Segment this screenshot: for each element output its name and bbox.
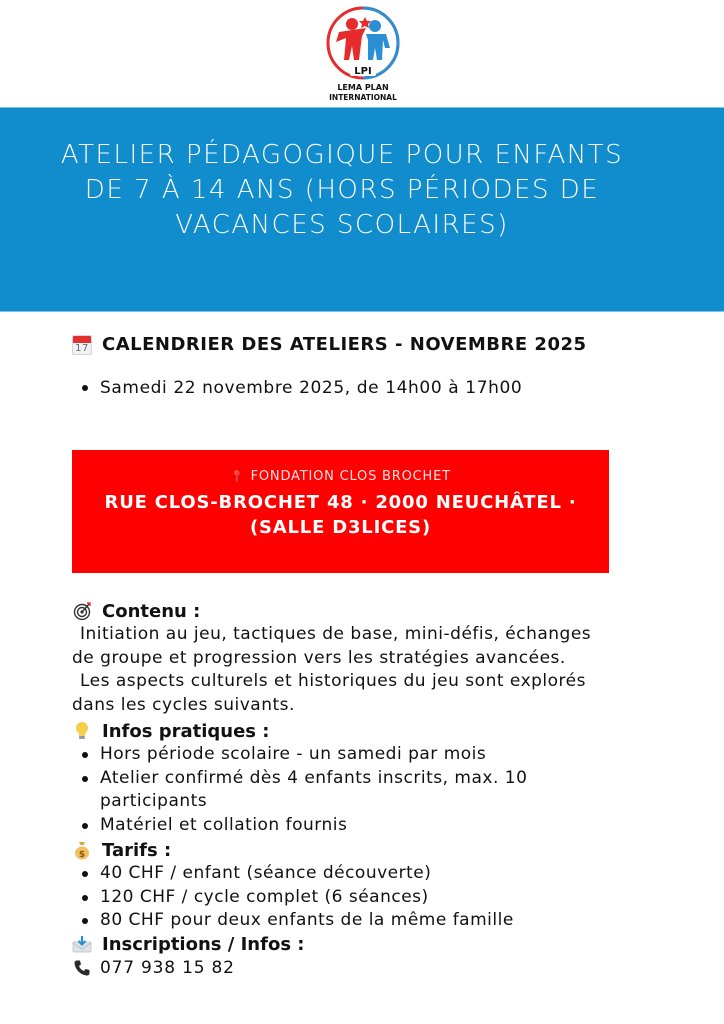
title-line: VACANCES SCOLAIRES) (175, 210, 509, 240)
list-item: 40 CHF / enfant (séance découverte) (72, 862, 672, 886)
tarifs-heading-text: Tarifs : (102, 839, 172, 861)
calendar-icon: 17 (72, 335, 92, 355)
inscriptions-heading-text: Inscriptions / Infos : (102, 933, 305, 955)
phone-contact[interactable] (72, 956, 672, 980)
contenu-text: Initiation au jeu, tactiques de base, mini-défis, échanges de groupe et progression vers les stratégies avancées. Les aspects culturels et historiques du jeu sont explorés dans les cycles suivants. (72, 624, 592, 715)
bullet-icon (82, 895, 88, 901)
pin-icon: 📍 (230, 470, 245, 483)
calendar-date-item (82, 378, 522, 398)
bullet-icon (82, 918, 88, 924)
contenu-heading (72, 599, 672, 623)
svg-text:INTERNATIONAL: INTERNATIONAL (329, 93, 397, 102)
lpi-logo (322, 4, 404, 104)
infos-list (72, 743, 672, 837)
venue-text: FONDATION CLOS BROCHET (250, 469, 451, 484)
calendar-date-text: Samedi 22 novembre 2025, de 14h00 à 17h00 (100, 378, 523, 398)
tarifs-section (72, 838, 672, 933)
address-line: RUE CLOS-BROCHET 48 · 2000 NEUCHÂTEL · (104, 492, 577, 513)
svg-text:$: $ (78, 850, 86, 860)
list-item: 120 CHF / cycle complet (6 séances) (72, 886, 672, 910)
bullet-icon (82, 823, 88, 829)
lightbulb-icon (72, 721, 92, 741)
contenu-section (72, 599, 672, 717)
phone-number[interactable]: 077 938 15 82 (100, 958, 235, 978)
location-box (72, 450, 609, 573)
logo-emblem-icon (322, 4, 404, 104)
svg-text:LEMA PLAN: LEMA PLAN (337, 83, 389, 92)
bullet-icon (82, 871, 88, 877)
inscriptions-section (72, 932, 672, 980)
list-item: Matériel et collation fournis (72, 814, 672, 838)
inbox-envelope-icon (72, 934, 92, 954)
title-line: DE 7 À 14 ANS (HORS PÉRIODES DE (84, 175, 600, 205)
infos-heading (72, 719, 672, 743)
target-icon (72, 601, 92, 621)
phone-icon (72, 958, 92, 978)
money-bag-icon (72, 840, 92, 860)
bullet-icon (82, 752, 88, 758)
infos-heading-text: Infos pratiques : (102, 720, 270, 742)
title-banner (0, 107, 724, 312)
bullet-icon (82, 776, 88, 782)
infos-section (72, 719, 672, 837)
svg-text:LPI: LPI (354, 66, 372, 77)
tarifs-list (72, 862, 672, 933)
page-title (0, 138, 684, 243)
title-line: ATELIER PÉDAGOGIQUE POUR ENFANTS (60, 140, 624, 170)
contenu-heading-text: Contenu : (102, 600, 201, 622)
address (72, 490, 609, 540)
calendar-heading-text: CALENDRIER DES ATELIERS - NOVEMBRE 2025 (102, 334, 587, 355)
tarifs-heading (72, 838, 672, 862)
list-item: 80 CHF pour deux enfants de la même famille (72, 909, 672, 933)
calendar-heading (72, 334, 587, 355)
venue-name (72, 469, 609, 484)
bullet-icon (82, 385, 88, 391)
list-item: Atelier confirmé dès 4 enfants inscrits, max. 10 participants (72, 767, 672, 814)
address-line: (SALLE D3LICES) (250, 517, 431, 538)
inscriptions-heading (72, 932, 672, 956)
list-item: Hors période scolaire - un samedi par mois (72, 743, 672, 767)
